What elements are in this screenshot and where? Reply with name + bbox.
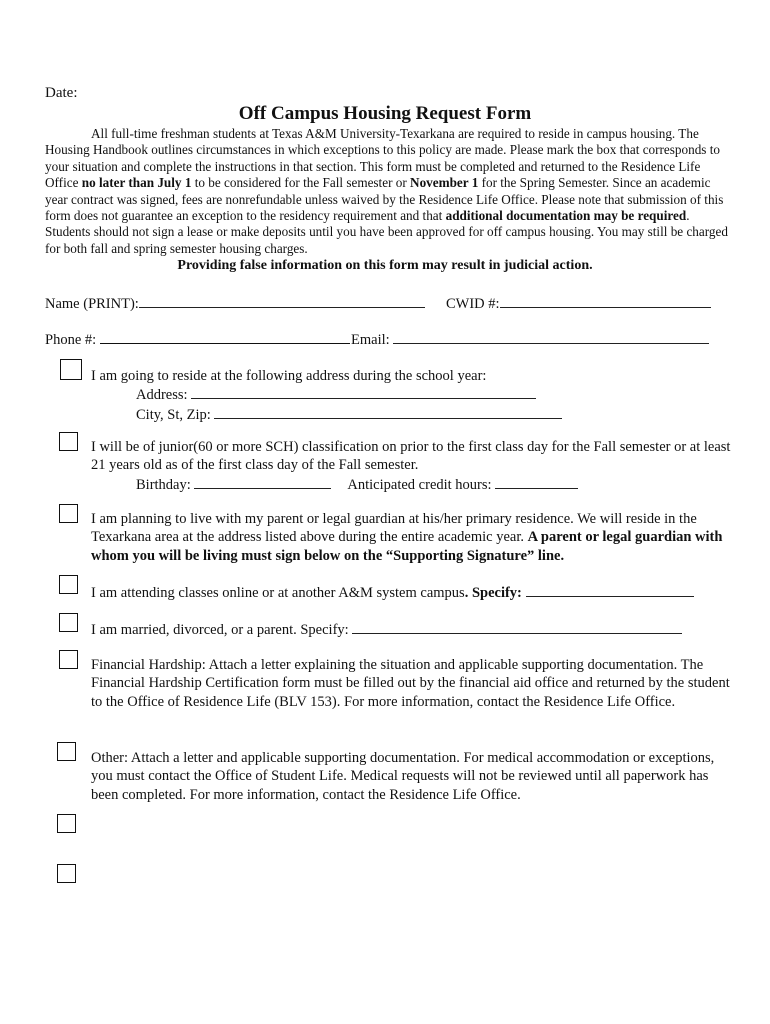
blank-checkbox-1[interactable] <box>57 814 76 833</box>
warning-notice: Providing false information on this form may result in judicial action. <box>177 258 593 273</box>
intro-deadline-spring: November 1 <box>410 175 479 191</box>
cwid-label: CWID #: <box>446 296 500 312</box>
birthday-label: Birthday: <box>136 476 195 493</box>
option-online-specify-label: . Specify: <box>464 585 526 601</box>
online-checkbox[interactable] <box>59 575 78 594</box>
address-label: Address: <box>136 387 192 404</box>
phone-field[interactable] <box>100 330 350 344</box>
name-row <box>45 294 425 313</box>
cwid-row <box>446 294 711 313</box>
option-parent-text: I am planning to live with my parent or legal guardian at his/her primary residence. We will reside in the Texarkana area at the address listed above during the entire academic year. <box>91 511 697 546</box>
name-field[interactable] <box>139 294 425 308</box>
phone-row <box>45 330 350 349</box>
option-address-text: I am going to reside at the following address during the school year: <box>91 368 487 384</box>
address-row <box>91 385 751 404</box>
option-parent <box>91 510 741 565</box>
option-online-text: I am attending classes online or at another A&M system campus <box>91 585 465 601</box>
intro-additional-docs: additional documentation may be required <box>445 208 687 224</box>
option-junior <box>91 438 736 494</box>
intro-text-4: . Students should not sign a lease or make deposits until you have been approved for off campus housing. You may still be charged for both fall and spring semester housing charges. <box>45 208 728 256</box>
junior-checkbox[interactable] <box>59 432 78 451</box>
email-row <box>351 330 709 349</box>
credit-hours-label: Anticipated credit hours: <box>347 476 496 493</box>
email-field[interactable] <box>393 330 709 344</box>
address-checkbox[interactable] <box>60 359 82 380</box>
option-hardship: Financial Hardship: Attach a letter explaining the situation and applicable supporting documentation. The Financial Hardship Certification form must be filled out by the financial aid office and returned by the student to the Office of Residence Life (BLV 153). For more information, contact the Residence Life Office. <box>91 657 730 710</box>
intro-deadline-fall: no later than July 1 <box>81 175 192 191</box>
city-label: City, St, Zip: <box>136 406 215 423</box>
page-title: Off Campus Housing Request Form <box>238 103 532 124</box>
online-specify-field[interactable] <box>526 583 694 597</box>
cwid-field[interactable] <box>500 294 711 308</box>
name-label: Name (PRINT): <box>45 296 139 312</box>
birthday-field[interactable] <box>194 475 331 489</box>
option-married <box>91 620 751 639</box>
option-parent-signature-note: A parent or legal guardian with whom you will be living must sign below on the “Supporting Signature” line. <box>91 529 723 564</box>
married-specify-field[interactable] <box>352 620 682 634</box>
email-label: Email: <box>351 332 394 348</box>
intro-text-3: for the Spring Semester. Since an academic year contract was signed, fees are nonrefundable unless waived by the Residence Life Office. Please note that submission of this form does not guarantee an exception to the residency requirement and that <box>45 175 724 224</box>
option-address <box>91 367 751 424</box>
parent-checkbox[interactable] <box>59 504 78 523</box>
blank-checkbox-2[interactable] <box>57 864 76 883</box>
option-married-text: I am married, divorced, or a parent. Specify: <box>91 622 353 638</box>
phone-label: Phone #: <box>45 332 100 348</box>
city-field[interactable] <box>214 405 562 419</box>
intro-paragraph <box>45 126 735 257</box>
birthday-row <box>91 475 736 494</box>
address-field[interactable] <box>191 385 536 399</box>
option-other: Other: Attach a letter and applicable supporting documentation. For medical accommodation or exceptions, you must contact the Office of Student Life. Medical requests will not be reviewed until all paperwork has been completed. For more information, contact the Residence Life Office. <box>91 750 715 803</box>
credit-hours-field[interactable] <box>495 475 578 489</box>
intro-text-1: All full-time freshman students at Texas A&M University-Texarkana are required to reside in campus housing. The Housing Handbook outlines circumstances in which exceptions to this policy are made. Please mark the box that corresponds to your situation and complete the instructions in that section. This form must be completed and returned to the Residence Life Office <box>45 126 720 191</box>
city-row <box>91 405 751 424</box>
date-label: Date: <box>45 85 78 101</box>
other-checkbox[interactable] <box>57 742 76 761</box>
option-junior-text: I will be of junior(60 or more SCH) classification on prior to the first class day for the Fall semester or at least 21 years old as of the first class day of the Fall semester. <box>91 439 731 474</box>
intro-text-2: to be considered for the Fall semester or <box>191 175 411 191</box>
married-checkbox[interactable] <box>59 613 78 632</box>
hardship-checkbox[interactable] <box>59 650 78 669</box>
option-online <box>91 583 751 602</box>
